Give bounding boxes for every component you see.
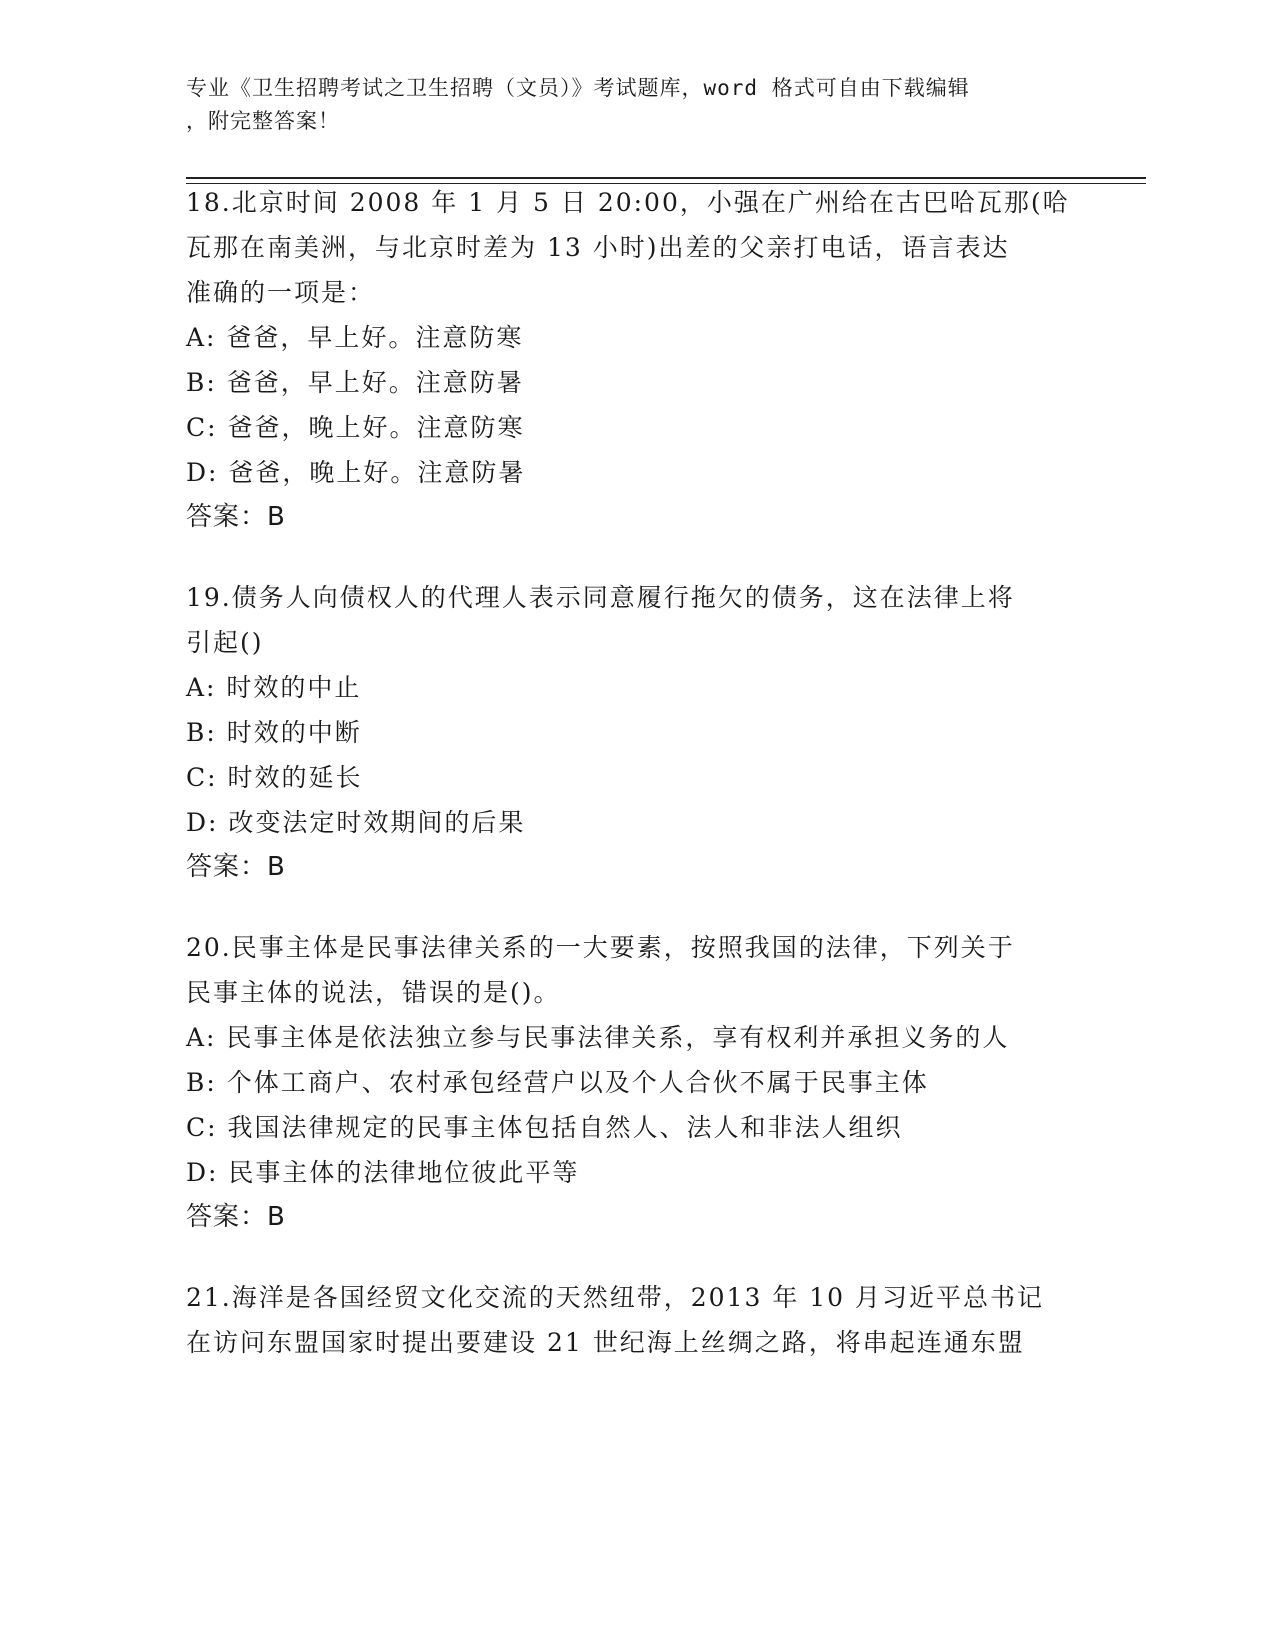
- option-c: C: 我国法律规定的民事主体包括自然人、法人和非法人组织: [186, 1113, 903, 1142]
- question-text-line: 20.民事主体是民事法律关系的一大要素，按照我国的法律，下列关于: [186, 933, 1015, 962]
- option-d: D: 爸爸，晚上好。注意防暑: [186, 458, 526, 487]
- answer: 答案：B: [186, 502, 286, 532]
- option-a: A: 爸爸，早上好。注意防寒: [186, 323, 524, 352]
- question-text-line: 18.北京时间 2008 年 1 月 5 日 20:00，小强在广州给在古巴哈瓦那(哈: [186, 188, 1070, 217]
- question-20: [186, 925, 1086, 1240]
- document-header: [186, 72, 1086, 138]
- answer: 答案：B: [186, 1202, 286, 1232]
- question-text-line: 19.债务人向债权人的代理人表示同意履行拖欠的债务，这在法律上将: [186, 583, 1015, 612]
- question-21: [186, 1275, 1086, 1365]
- question-18: [186, 180, 1086, 540]
- option-c: C: 时效的延长: [186, 763, 363, 792]
- question-text-line: 民事主体的说法，错误的是()。: [186, 978, 561, 1007]
- option-d: D: 改变法定时效期间的后果: [186, 808, 526, 837]
- header-line-1: 专业《卫生招聘考试之卫生招聘（文员）》考试题库，word 格式可自由下载编辑: [186, 76, 970, 100]
- header-divider-thick: [186, 177, 1146, 179]
- option-b: B: 爸爸，早上好。注意防暑: [186, 368, 524, 397]
- question-text-line: 21.海洋是各国经贸文化交流的天然纽带，2013 年 10 月习近平总书记: [186, 1283, 1045, 1312]
- question-text-line: 准确的一项是：: [186, 278, 376, 307]
- answer: 答案：B: [186, 852, 286, 882]
- question-text-line: 在访问东盟国家时提出要建设 21 世纪海上丝绸之路，将串起连通东盟: [186, 1328, 1025, 1357]
- question-text-line: 瓦那在南美洲，与北京时差为 13 小时)出差的父亲打电话，语言表达: [186, 233, 1010, 262]
- option-b: B: 个体工商户、农村承包经营户以及个人合伙不属于民事主体: [186, 1068, 929, 1097]
- option-d: D: 民事主体的法律地位彼此平等: [186, 1158, 580, 1187]
- option-a: A: 时效的中止: [186, 673, 362, 702]
- question-text-line: 引起(): [186, 628, 264, 657]
- option-c: C: 爸爸，晚上好。注意防寒: [186, 413, 525, 442]
- option-b: B: 时效的中断: [186, 718, 362, 747]
- question-19: [186, 575, 1086, 890]
- option-a: A: 民事主体是依法独立参与民事法律关系，享有权利并承担义务的人: [186, 1023, 1010, 1052]
- header-line-2: ，附完整答案！: [186, 109, 340, 133]
